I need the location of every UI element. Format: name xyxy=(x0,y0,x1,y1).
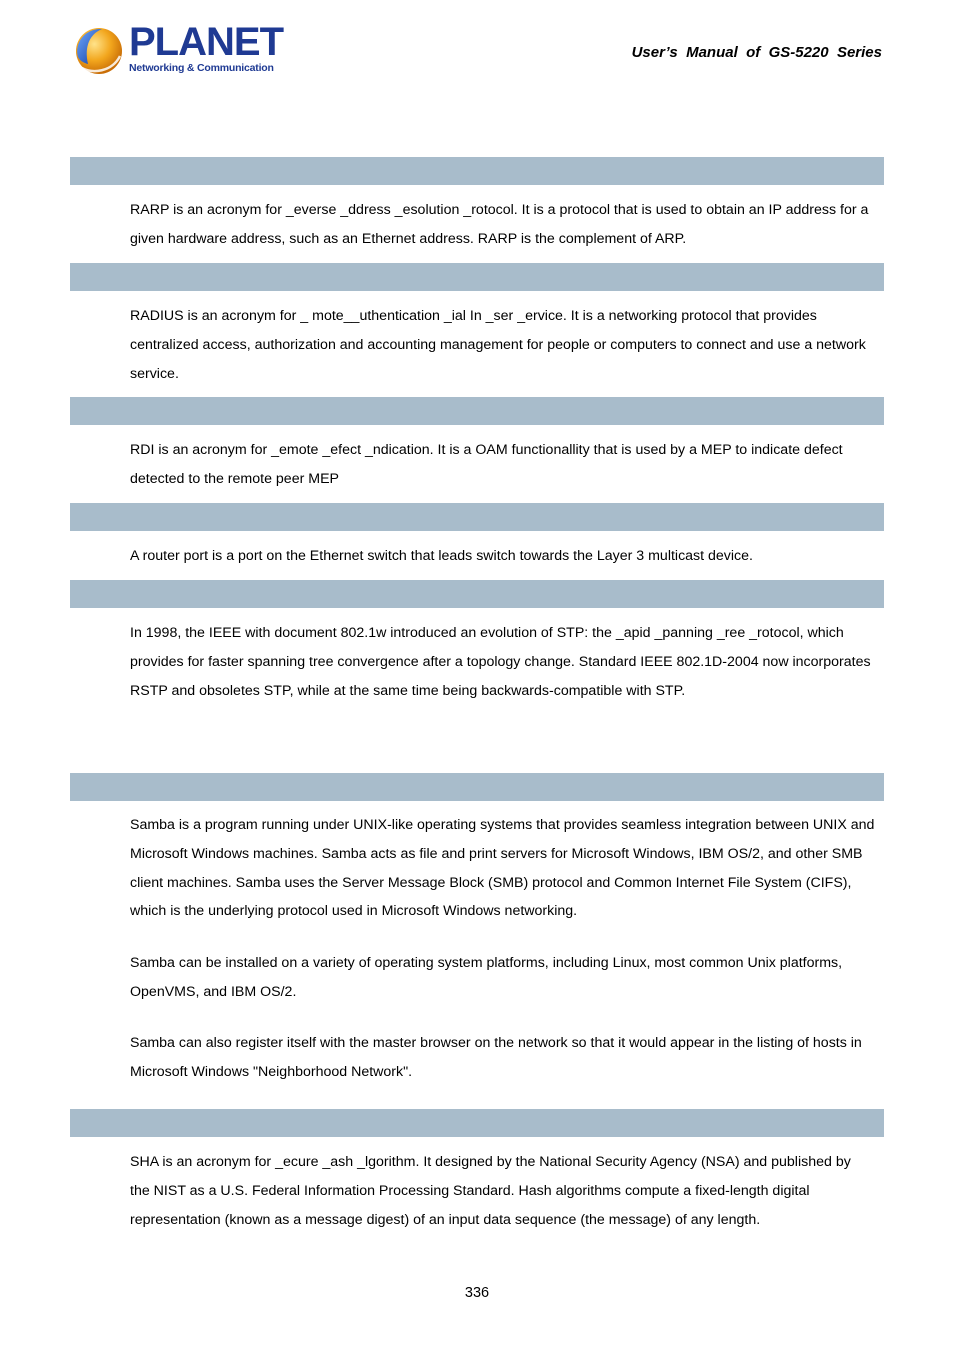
definition-paragraph: Samba can also register itself with the master browser on the network so that it would appear in the listing of hosts in Microsoft Windows "Neighborhood Network". xyxy=(130,1035,862,1080)
definition-paragraph: In 1998, the IEEE with document 802.1w introduced an evolution of STP: the _apid _panning _ree _rotocol, which provides for faster spanning tree convergence after a topology change. Standard IEEE 802.1D-2004 now incorporates RSTP and obsoletes STP, while at the same time being backwards-compatible with STP. xyxy=(130,625,871,699)
page-number: 336 xyxy=(464,1285,490,1301)
definition-paragraph: RDI is an acronym for _emote _efect _ndication. It is a OAM functionallity that is used by a MEP to indicate defect detected to the remote peer MEP xyxy=(130,442,843,487)
definition-paragraph: SHA is an acronym for _ecure _ash _lgorithm. It designed by the National Security Agency (NSA) and published by the NIST as a U.S. Federal Information Processing Standard. Hash algorithms compute a fixed-length digital representation (known as a message digest) of an input data sequence (the message) of any length. xyxy=(130,1154,851,1228)
section-header-bar xyxy=(70,773,884,801)
definition-paragraph: A router port is a port on the Ethernet switch that leads switch towards the Layer 3 multicast device. xyxy=(130,548,753,564)
section-header-bar xyxy=(70,503,884,531)
planet-logo xyxy=(72,20,283,78)
definition-paragraph: Samba can be installed on a variety of operating system platforms, including Linux, most common Unix platforms, OpenVMS, and IBM OS/2. xyxy=(130,955,843,1000)
definition-paragraph: Samba is a program running under UNIX-like operating systems that provides seamless integration between UNIX and Microsoft Windows machines. Samba acts as file and print servers for Microsoft Windows, IBM OS/2, and other SMB client machines. Samba uses the Server Message Block (SMB) protocol and Common Internet File System (CIFS), which is the underlying protocol used in Microsoft Windows networking. xyxy=(130,817,875,920)
manual-title: User’s Manual of GS-5220 Series xyxy=(631,44,882,61)
section-header-bar xyxy=(70,397,884,425)
globe-logo-icon xyxy=(72,24,124,76)
definition-paragraph: RARP is an acronym for _everse _ddress _esolution _rotocol. It is a protocol that is used to obtain an IP address for a given hardware address, such as an Ethernet address. RARP is the complement of ARP. xyxy=(130,202,869,247)
definition-paragraph: RADIUS is an acronym for _ mote__uthentication _ial In _ser _ervice. It is a networking protocol that provides centralized access, authorization and accounting management for people or computers to connect and use a network service. xyxy=(130,308,866,382)
logo-tagline: Networking & Communication xyxy=(129,62,274,74)
section-header-bar xyxy=(70,157,884,185)
section-header-bar xyxy=(70,580,884,608)
section-header-bar xyxy=(70,263,884,291)
section-header-bar xyxy=(70,1109,884,1137)
logo-brand-text: PLANET xyxy=(129,20,283,64)
